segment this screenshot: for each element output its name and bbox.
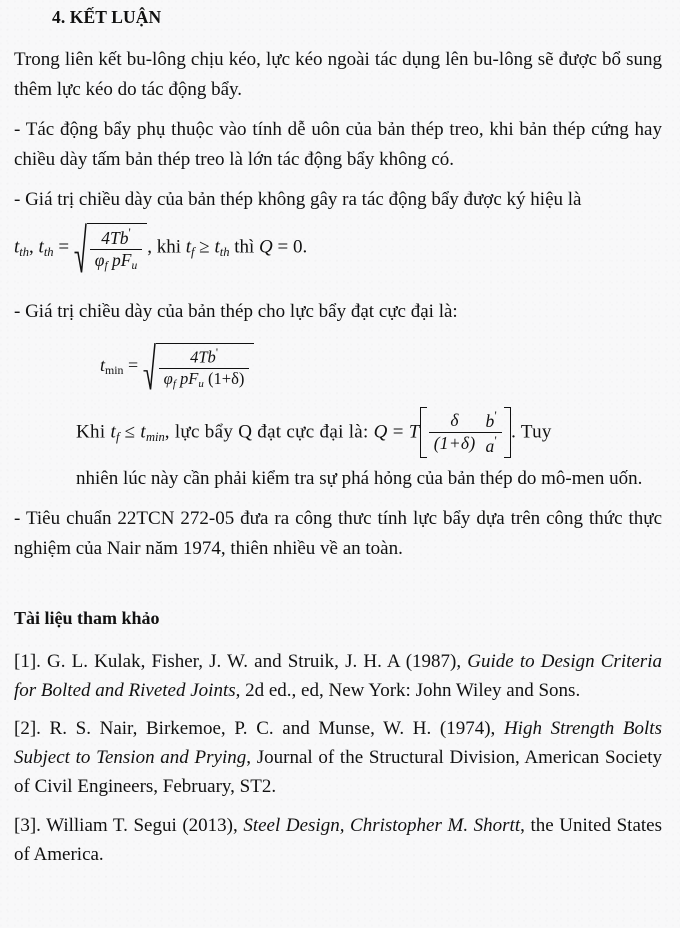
numerator-text: 4Tb: [101, 227, 129, 248]
fraction-denominator: [480, 433, 502, 456]
tth-subscript-1: th: [19, 244, 30, 259]
fraction-tmin: [159, 346, 250, 390]
radical-sign-icon: [143, 342, 156, 390]
reference-text-plain: G. L. Kulak, Fisher, J. W. and Struik, J. H. A (1987),: [40, 650, 468, 672]
fraction-tth: [90, 226, 142, 274]
paragraph-conclusion-intro: Trong liên kết bu-lông chịu kéo, lực kéo ngoài tác dụng lên bu-lông sẽ được bổ sung thêm lực kéo do tác động bẩy.: [14, 48, 662, 100]
tth-symbol-2: t: [38, 236, 44, 258]
paragraph-moment-check: nhiên lúc này cần phải kiểm tra sự phá hỏng của bản thép do mô-men uốn.: [76, 468, 643, 490]
formula-line-tth: [14, 223, 662, 274]
tth-symbol-1: t: [14, 236, 20, 258]
reference-text-tail: , Journal of the Structural Division, American Society of Civil Engineers, February, ST2.: [14, 747, 663, 798]
tf-subscript: f: [191, 244, 195, 259]
formula-line-tmin: [14, 343, 662, 390]
geq-sign: ≥: [194, 236, 215, 258]
reference-text-tail: , 2d ed., ed, New York: John Wiley and Sons.: [235, 679, 581, 701]
reference-marker: [1].: [14, 650, 41, 672]
fraction-b-over-a: [480, 409, 502, 457]
reference-marker: [3].: [14, 815, 41, 836]
T-symbol: T: [408, 420, 420, 442]
tth-comma: ,: [29, 236, 39, 258]
Q-mid-text: , lực bẩy Q đạt cực đại là:: [164, 420, 374, 442]
leq-sign: ≤: [119, 420, 141, 442]
F-subscript: u: [131, 260, 138, 273]
sqrt-group-tth: [74, 223, 147, 274]
phi-subscript: f: [104, 260, 108, 273]
tth-after-text: , khi: [147, 236, 186, 258]
reference-title-italic: High Strength Bolts Subject to Tension and Prying: [14, 718, 662, 769]
Q-tail-text: . Tuy: [511, 420, 552, 442]
radicand-tmin: [156, 343, 255, 390]
formula-tth: [14, 223, 307, 274]
F-symbol: F: [188, 369, 199, 389]
paragraph-tmin-lead: - Giá trị chiều dày của bản thép cho lực bẩy đạt cực đại là:: [14, 301, 458, 323]
p-symbol: p: [107, 250, 121, 271]
reference-text-tail: , the United States of America.: [14, 815, 662, 865]
tth-subscript-3: th: [219, 244, 230, 259]
tmin-equals: =: [123, 355, 143, 376]
tf-subscript: f: [116, 429, 120, 444]
phi-symbol: φ: [94, 250, 105, 271]
tf-symbol: t: [185, 236, 192, 258]
reference-title-italic: Guide to Design Criteria for Bolted and Riveted Joints: [14, 650, 662, 701]
square-bracket-group: [420, 407, 511, 459]
formula-line-Q: [76, 407, 662, 459]
radical-sign-icon: [74, 222, 87, 274]
a-prime: ': [494, 433, 498, 448]
paragraph-standard-22tcn: - Tiêu chuẩn 22TCN 272-05 đưa ra công thưc tính lực bẩy dựa trên công thức thực nghiệm của Nair năm 1974, thiên nhiều về an toàn.: [14, 508, 662, 560]
reference-item-1: [14, 648, 662, 706]
tmin-symbol: t: [100, 355, 106, 376]
fraction-numerator: [159, 346, 250, 369]
reference-text-plain: William T. Segui (2013),: [40, 815, 244, 836]
fraction-numerator: δ: [429, 411, 481, 433]
section-heading: 4. KẾT LUẬN: [52, 7, 162, 27]
p-symbol: p: [175, 369, 189, 389]
formula-Q: [76, 407, 552, 459]
fraction-numerator: [90, 226, 142, 250]
tf-symbol: t: [110, 420, 117, 442]
tth-equals: =: [53, 236, 74, 258]
b-prime: ': [215, 345, 218, 360]
fraction-denominator: (1+δ): [433, 432, 476, 453]
b-prime: ': [494, 408, 498, 423]
fraction-denominator: [159, 369, 250, 390]
tmin-subscript: min: [105, 363, 124, 378]
tmin-symbol: t: [140, 420, 146, 442]
radicand-tth: [87, 223, 147, 274]
khi-text: Khi: [76, 420, 111, 442]
reference-text-plain: R. S. Nair, Birkemoe, P. C. and Munse, W. H. (1974),: [40, 718, 504, 740]
b-symbol: b: [485, 410, 495, 431]
reference-item-3: [14, 812, 662, 870]
references-heading: Tài liệu tham khảo: [14, 608, 160, 629]
equals-zero: = 0.: [272, 236, 308, 258]
reference-title-italic: Steel Design, Christopher M. Shortt: [243, 815, 521, 836]
reference-item-2: [14, 715, 662, 802]
Q-symbol: Q: [259, 236, 273, 258]
sqrt-group-tmin: [143, 343, 255, 390]
F-subscript: u: [198, 378, 204, 391]
paragraph-prying-dependency: - Tác động bẩy phụ thuộc vào tính dễ uôn của bản thép treo, khi bản thép cứng hay chiều dày tấm bản thép treo là lớn tác động bẩy không có.: [14, 118, 662, 170]
tth-symbol-3: t: [214, 236, 220, 258]
fraction-denominator: [90, 250, 142, 273]
a-symbol: a: [485, 435, 495, 456]
b-prime: ': [128, 225, 131, 240]
phi-symbol: φ: [163, 369, 173, 389]
fraction-numerator: [480, 409, 502, 433]
fraction-delta: [429, 411, 481, 453]
formula-tmin: [100, 343, 254, 390]
delta-paren-group: (1+δ): [203, 369, 245, 389]
tmin-subscript: min: [145, 429, 165, 444]
Q-equals: =: [387, 420, 409, 442]
reference-marker: [2].: [14, 718, 41, 740]
numerator-text: 4Tb: [190, 347, 216, 367]
phi-subscript: f: [172, 378, 176, 391]
tth-subscript-2: th: [43, 244, 54, 259]
paragraph-tth-lead: - Giá trị chiều dày của bản thép không gây ra tác động bẩy được ký hiệu là: [14, 188, 582, 210]
thi-text: thì: [229, 236, 260, 258]
Q-symbol: Q: [373, 420, 388, 442]
F-symbol: F: [120, 250, 132, 271]
